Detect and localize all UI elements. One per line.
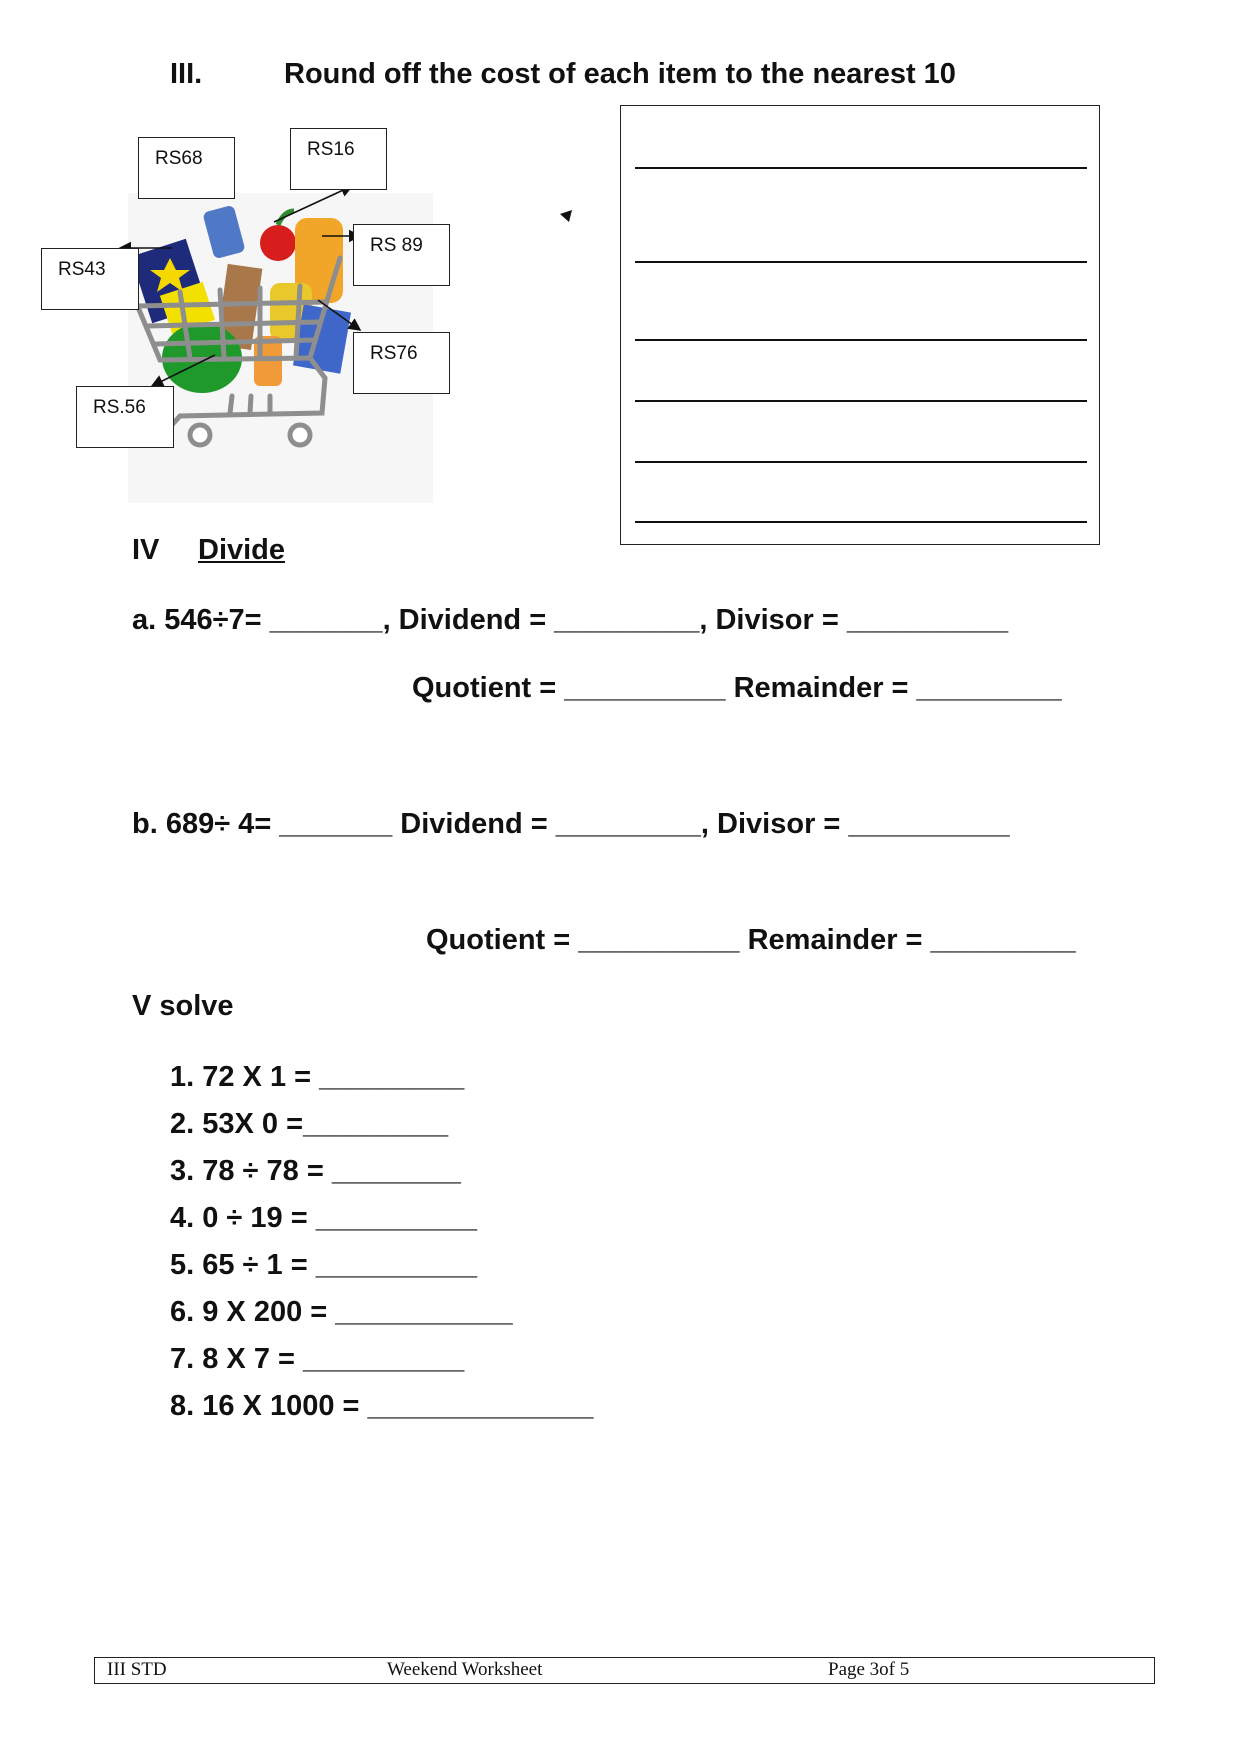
price-tag-rs56: RS.56: [76, 386, 174, 448]
solve-item-1: 1. 72 X 1 = _________: [170, 1061, 465, 1093]
arrow-pointer-icon: [558, 208, 574, 224]
answer-line[interactable]: [635, 339, 1087, 341]
page-footer: [94, 1657, 1155, 1684]
section-4-title: Divide: [198, 534, 286, 566]
divide-a-line-2: Quotient = __________ Remainder = _________: [412, 672, 1062, 704]
solve-item-3: 3. 78 ÷ 78 = ________: [170, 1155, 461, 1187]
answer-line[interactable]: [635, 521, 1087, 523]
price-tag-rs43: RS43: [41, 248, 139, 310]
divide-a-line-1: a. 546÷7= _______, Dividend = _________, Divisor = __________: [132, 604, 1009, 636]
solve-item-7: 7. 8 X 7 = __________: [170, 1343, 465, 1375]
section-3-title: Round off the cost of each item to the nearest 10: [284, 58, 956, 90]
price-tag-rs16: RS16: [290, 128, 387, 190]
solve-list: [170, 1054, 593, 1430]
answer-line[interactable]: [635, 261, 1087, 263]
solve-item-8: 8. 16 X 1000 = ______________: [170, 1390, 594, 1422]
answer-line[interactable]: [635, 461, 1087, 463]
section-5-title: V solve: [132, 990, 234, 1022]
price-tag-rs68: RS68: [138, 137, 235, 199]
answer-box: [620, 105, 1100, 545]
section-4-number: IV: [132, 534, 160, 566]
solve-item-5: 5. 65 ÷ 1 = __________: [170, 1249, 477, 1281]
footer-page-number: Page 3of 5: [828, 1659, 910, 1680]
price-tag-rs76: RS76: [353, 332, 450, 394]
divide-b-line-2: Quotient = __________ Remainder = _________: [426, 924, 1076, 956]
solve-item-2: 2. 53X 0 =_________: [170, 1108, 449, 1140]
section-3-number: III.: [170, 58, 203, 90]
solve-item-4: 4. 0 ÷ 19 = __________: [170, 1202, 477, 1234]
footer-class: III STD: [107, 1659, 167, 1680]
price-tag-rs89: RS 89: [353, 224, 450, 286]
footer-title: Weekend Worksheet: [387, 1659, 543, 1680]
divide-b-line-1: b. 689÷ 4= _______ Dividend = _________, Divisor = __________: [132, 808, 1010, 840]
solve-item-6: 6. 9 X 200 = ___________: [170, 1296, 513, 1328]
answer-line[interactable]: [635, 400, 1087, 402]
answer-line[interactable]: [635, 167, 1087, 169]
